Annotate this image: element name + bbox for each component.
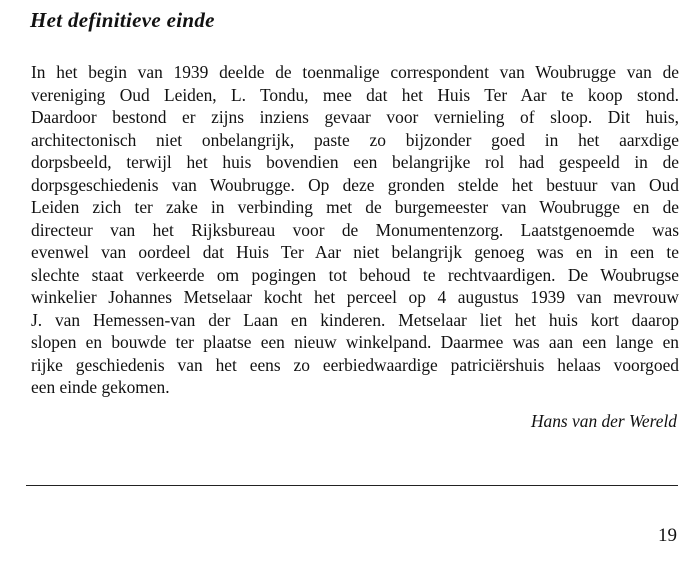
- author-signature: Hans van der Wereld: [530, 411, 677, 431]
- page-number: 19: [658, 525, 677, 546]
- text-line: een einde gekomen.: [31, 377, 170, 397]
- text-line: directeur van het Rijksbureau voor de Monumentenzorg. Laatstgenoemde was: [31, 219, 679, 240]
- text-line: slopen en bouwde ter plaatse een nieuw winkelpand. Daarmee was aan een lange en: [31, 332, 679, 352]
- text-line: dorpsgeschiedenis van Woubrugge. Op deze gronden stelde het bestuur van Oud: [31, 174, 679, 195]
- footer-divider: [26, 485, 678, 486]
- text-line: evenwel van oordeel dat Huis Ter Aar niet belangrijk genoeg was en in een te: [31, 242, 679, 262]
- text-line: vereniging Oud Leiden, L. Tondu, mee dat het Huis Ter Aar te koop stond.: [31, 84, 679, 105]
- text-line: Leiden zich ter zake in verbinding met de burgemeester van Woubrugge en de: [31, 197, 679, 217]
- text-line: slechte staat verkeerde om pogingen tot behoud te rechtvaardigen. De Woubrugse: [31, 264, 679, 285]
- text-line: Daardoor bestond er zijns inziens gevaar voor vernieling of sloop. Dit huis,: [31, 107, 679, 127]
- article-body: [31, 61, 679, 399]
- article-title: Het definitieve einde: [30, 8, 215, 32]
- text-line: dorpsbeeld, terwijl het huis bovendien een belangrijke rol had gespeeld in de: [31, 152, 679, 172]
- text-line: J. van Hemessen-van der Laan en kinderen. Metselaar liet het huis kort daarop: [31, 309, 679, 330]
- text-line: architectonisch niet onbelangrijk, paste zo bijzonder goed in het aarxdige: [31, 129, 679, 150]
- text-line: winkelier Johannes Metselaar kocht het perceel op 4 augustus 1939 van mevrouw: [31, 287, 679, 307]
- text-line: rijke geschiedenis van het eens zo eerbiedwaardige patriciërshuis helaas voorgoed: [31, 354, 679, 375]
- text-line: In het begin van 1939 deelde de toenmalige correspondent van Woubrugge van de: [31, 62, 679, 82]
